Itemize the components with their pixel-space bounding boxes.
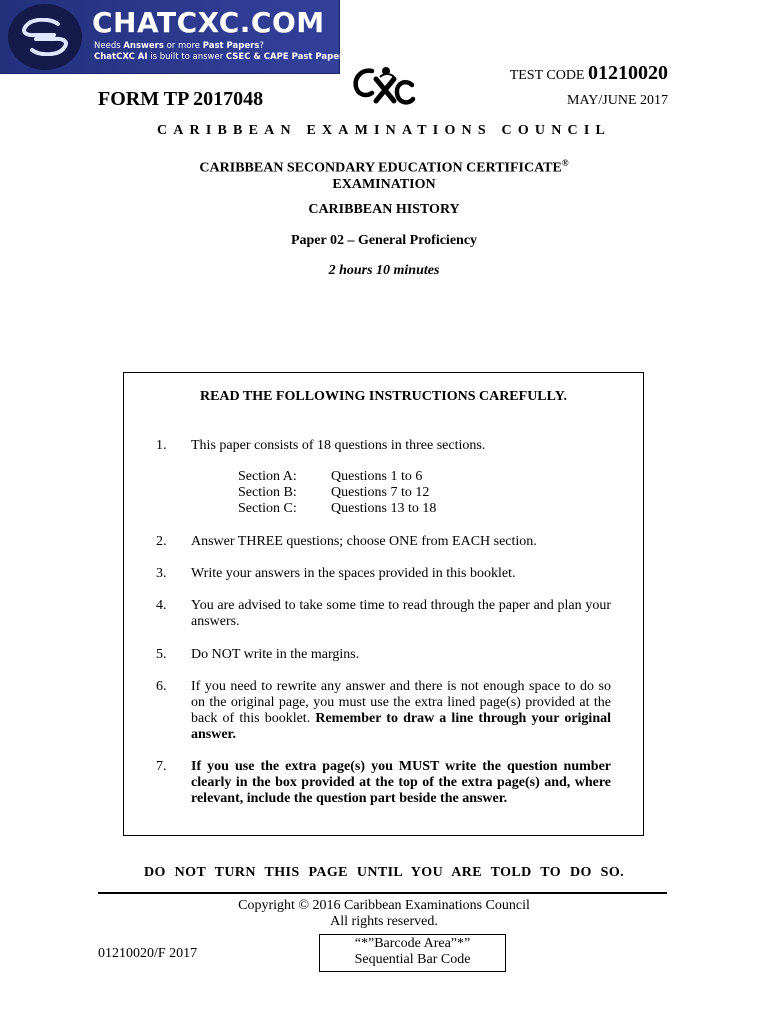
- test-code: [510, 62, 668, 85]
- instructions-heading: READ THE FOLLOWING INSTRUCTIONS CAREFULLY.: [199, 389, 568, 404]
- instruction-text: If you use the extra page(s) you MUST write the question number clearly in the box provided at the top of the extra page(s) and, where relevant, include the question part beside the answer.: [191, 759, 611, 806]
- barcode-subtitle: Sequential Bar Code: [354, 952, 471, 967]
- barcode-label: “*”Barcode Area”*”: [354, 936, 471, 951]
- page-code: 01210020/F 2017: [98, 946, 198, 961]
- instruction-number: 7.: [156, 759, 167, 774]
- section-name: Section B:: [238, 485, 297, 500]
- banner-tagline-1: Needs Answers or more Past Papers?: [94, 41, 264, 51]
- cxc-logo-icon: [350, 63, 416, 113]
- council-name: CARIBBEAN EXAMINATIONS COUNCIL: [156, 123, 612, 138]
- do-not-turn-warning: DO NOT TURN THIS PAGE UNTIL YOU ARE TOLD TO DO SO.: [143, 865, 625, 880]
- instruction-number: 2.: [156, 534, 167, 549]
- section-name: Section C:: [238, 501, 297, 516]
- test-code-number: 01210020: [588, 62, 668, 84]
- section-questions: Questions 13 to 18: [331, 501, 437, 516]
- subject-title: CARIBBEAN HISTORY: [308, 202, 460, 217]
- chatcxc-banner[interactable]: [0, 0, 352, 74]
- barcode-area: [319, 934, 506, 972]
- exam-date: MAY/JUNE 2017: [567, 93, 668, 108]
- instruction-text: You are advised to take some time to read through the paper and plan your answers.: [191, 598, 611, 629]
- section-questions: Questions 1 to 6: [331, 469, 423, 484]
- instruction-text: Answer THREE questions; choose ONE from EACH section.: [191, 534, 537, 549]
- exam-duration: 2 hours 10 minutes: [328, 263, 440, 278]
- section-questions: Questions 7 to 12: [331, 485, 430, 500]
- instruction-number: 1.: [156, 438, 167, 453]
- instruction-number: 4.: [156, 598, 167, 613]
- instruction-number: 3.: [156, 566, 167, 581]
- form-number: FORM TP 2017048: [98, 88, 264, 110]
- paper-title: Paper 02 – General Proficiency: [290, 233, 478, 248]
- instruction-text: If you need to rewrite any answer and there is not enough space to do so on the original page, you must use the extra lined page(s) provided at the back of this booklet. Remember to draw a line through your original answer.: [191, 679, 611, 742]
- instruction-number: 6.: [156, 679, 167, 694]
- copyright-notice: Copyright © 2016 Caribbean Examinations Council All rights reserved.: [238, 898, 530, 929]
- certificate-title: CARIBBEAN SECONDARY EDUCATION CERTIFICATE® EXAMINATION: [199, 158, 569, 192]
- instruction-text: Do NOT write in the margins.: [191, 647, 360, 662]
- chatcxc-logo-icon: [8, 4, 82, 70]
- banner-title: CHATCXC.COM: [92, 6, 325, 39]
- test-code-label: TEST CODE: [509, 68, 588, 83]
- instruction-text: This paper consists of 18 questions in three sections.: [191, 438, 486, 453]
- instructions-box: [123, 372, 644, 836]
- instruction-text: Write your answers in the spaces provided in this booklet.: [191, 566, 516, 581]
- footer-divider: [98, 892, 667, 894]
- section-name: Section A:: [238, 469, 297, 484]
- instruction-number: 5.: [156, 647, 167, 662]
- banner-tagline-2: ChatCXC AI is built to answer CSEC & CAPE Past Papers.: [94, 52, 352, 62]
